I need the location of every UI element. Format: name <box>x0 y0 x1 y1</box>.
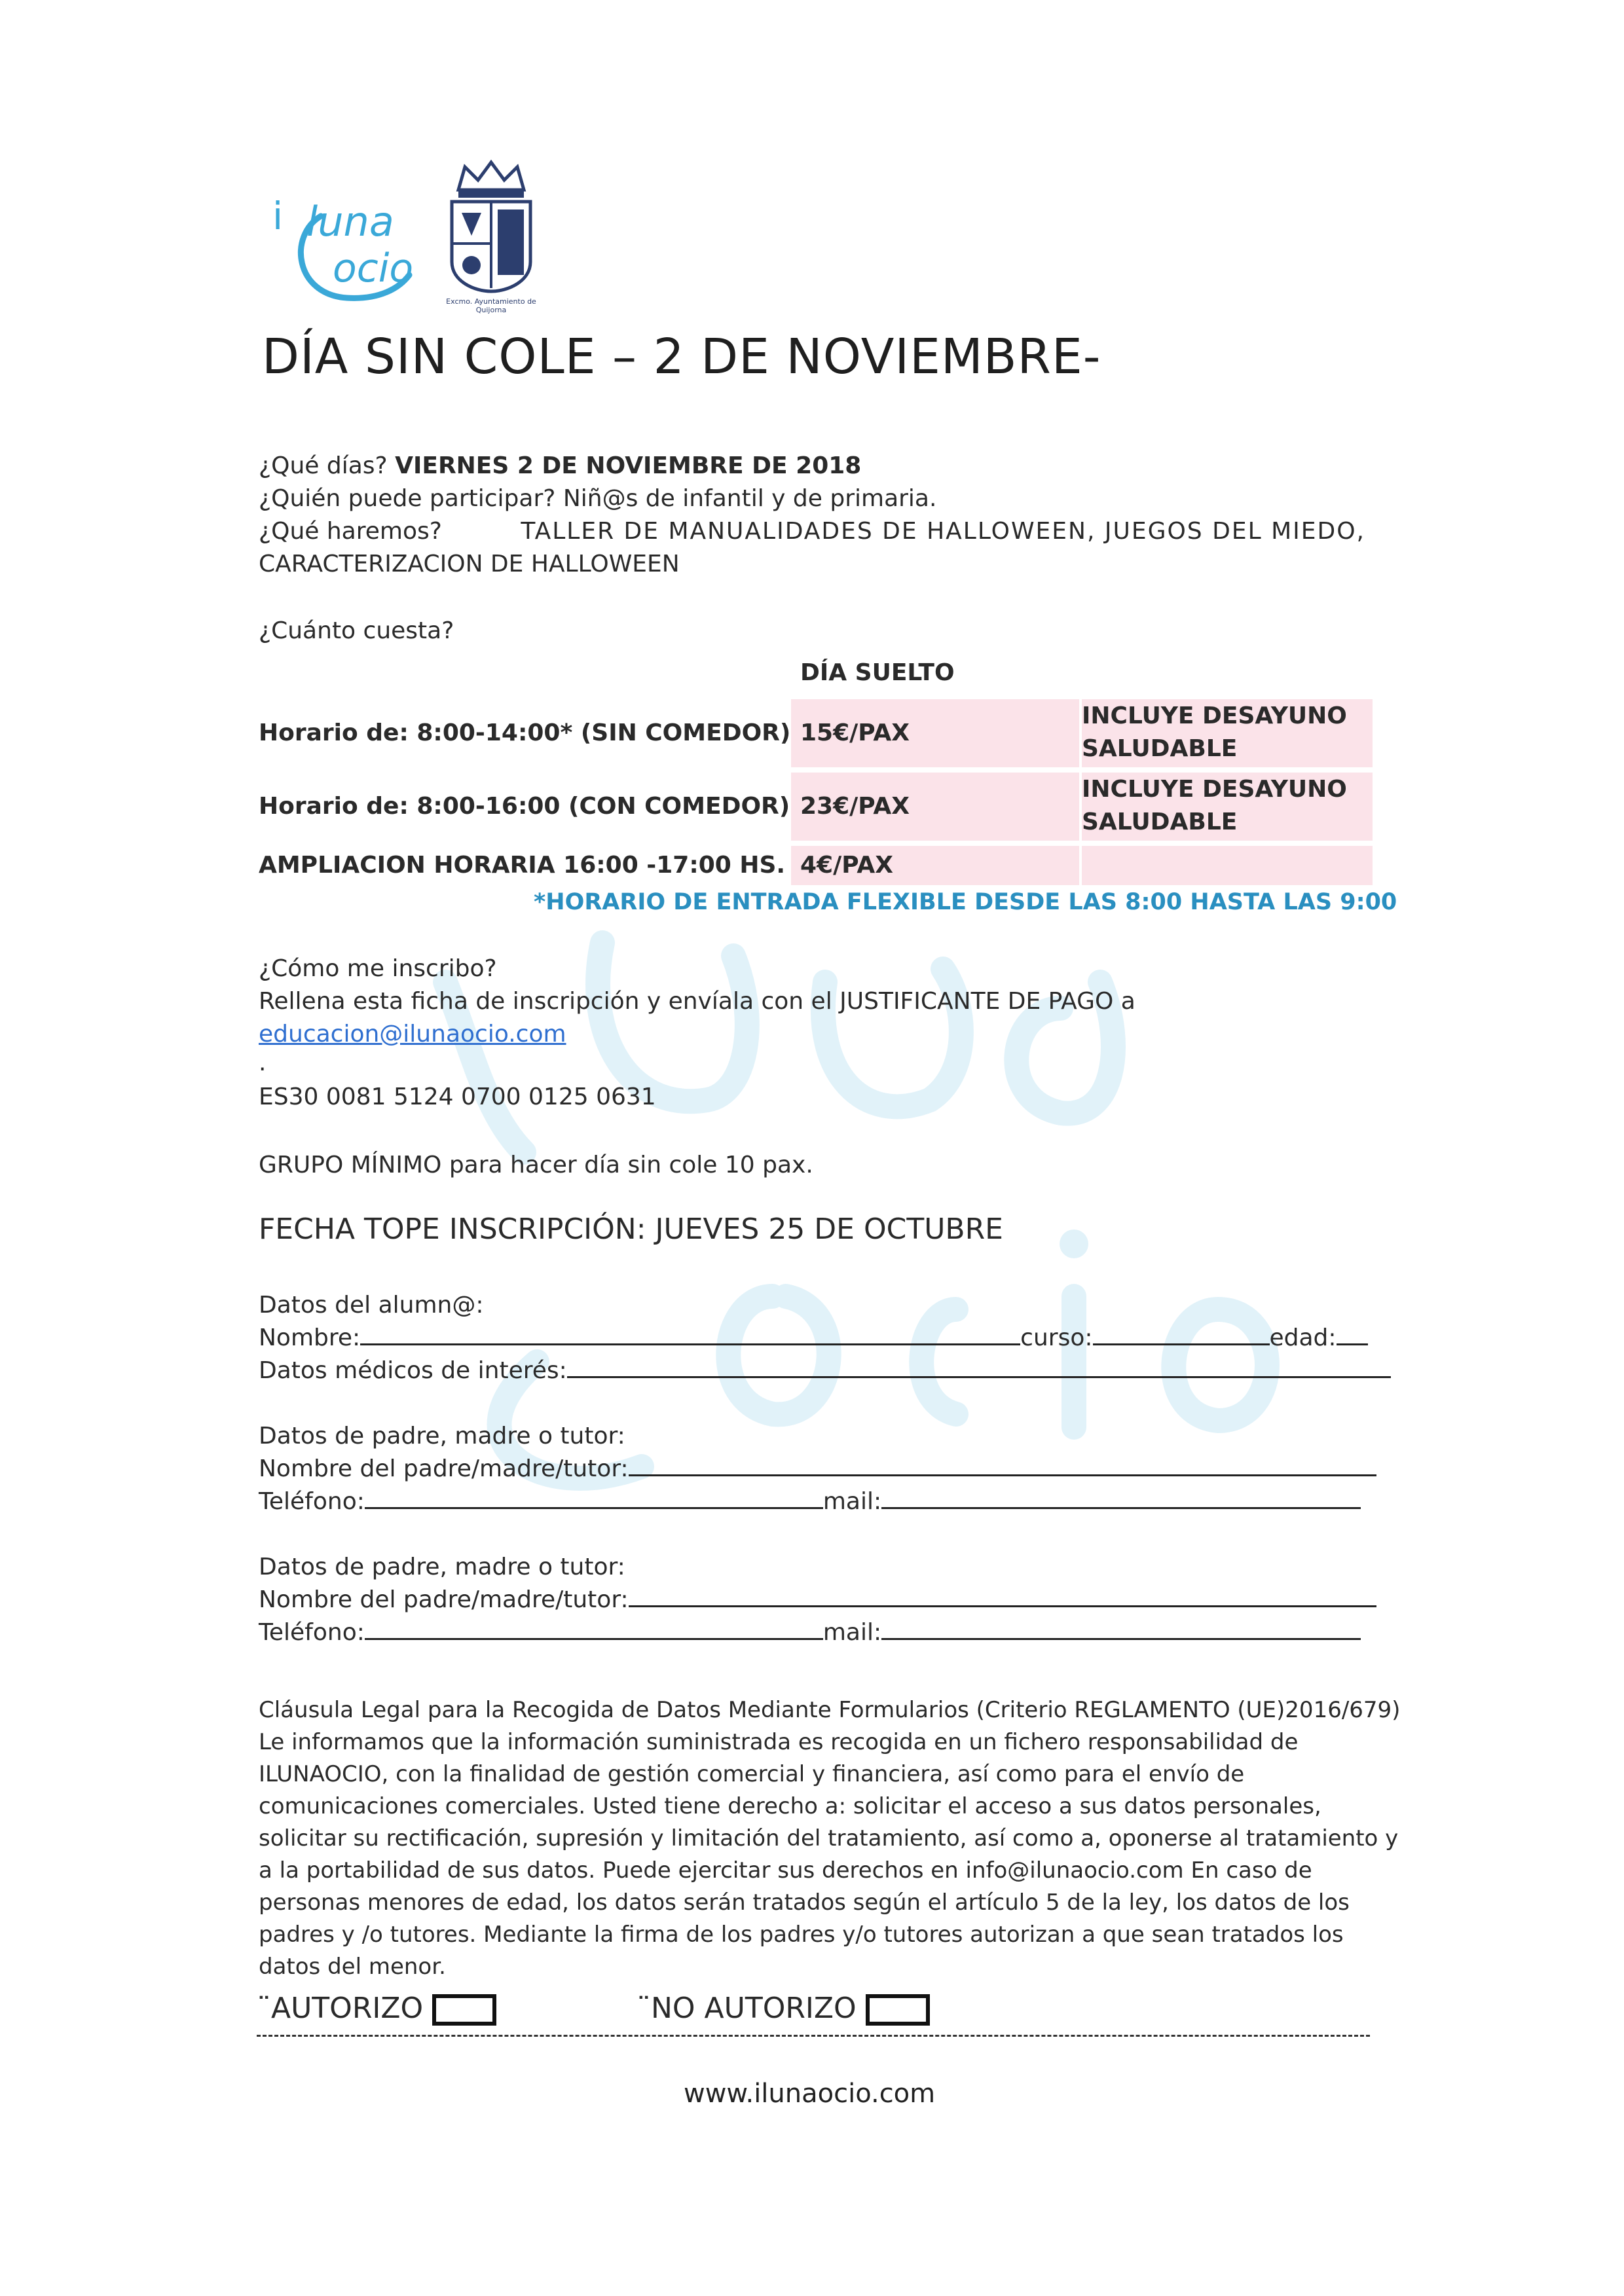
parent-1-name-label: Nombre del padre/madre/tutor: <box>259 1455 629 1482</box>
parent-1-name-field[interactable] <box>629 1455 1376 1476</box>
row-3-price: 4€/PAX <box>800 852 893 879</box>
row-1-note-2: SALUDABLE <box>1082 735 1238 762</box>
course-label: curso: <box>1020 1324 1093 1351</box>
row-3-label: AMPLIACION HORARIA 16:00 -17:00 HS. <box>259 852 786 879</box>
not-authorize-option <box>637 1990 930 2027</box>
what-answer-1: TALLER DE MANUALIDADES DE HALLOWEEN, JUEGOS DEL MIEDO, <box>521 518 1365 545</box>
parent-2-name-row <box>259 1584 1376 1616</box>
student-header: Datos del alumn@: <box>259 1292 484 1319</box>
legal-clause: Cláusula Legal para la Recogida de Datos Mediante Formularios (Criterio REGLAMENTO (UE)2016/679) Le informamos que la información suministrada es recogida en un fichero responsabilidad de ILUNAOCIO, con la finalidad de gestión comercial y financiera, así como para el envío de comunicaciones comerciales. Usted tiene derecho a: solicitar el acceso a sus datos personales, solicitar su rectificación, supresión y limitación del tratamiento, así como a, oponerse al tratamiento y a la portabilidad de sus datos. Puede ejercitar sus derechos en info@ilunaocio.com En caso de personas menores de edad, los datos serán tratados según el artículo 5 de la ley, los datos de los padres y /o tutores. Mediante la firma de los padres y/o tutores autorizan a que sean tratados los datos del menor. <box>259 1697 1401 1980</box>
course-field[interactable] <box>1093 1324 1270 1345</box>
iban: ES30 0081 5124 0700 0125 0631 <box>259 1084 656 1110</box>
parent-2-name-field[interactable] <box>629 1586 1376 1607</box>
signup-email-link[interactable]: educacion@ilunaocio.com <box>259 1021 566 1048</box>
price-column-header: DÍA SUELTO <box>800 659 955 686</box>
svg-text:luna: luna <box>306 198 394 246</box>
minimum-group: GRUPO MÍNIMO para hacer día sin cole 10 pax. <box>259 1152 813 1178</box>
cost-question: ¿Cuánto cuesta? <box>259 617 454 644</box>
crest-icon <box>442 157 540 295</box>
days-answer: VIERNES 2 DE NOVIEMBRE DE 2018 <box>395 452 862 479</box>
page-title: DÍA SIN COLE – 2 DE NOVIEMBRE- <box>262 329 1101 385</box>
who-question: ¿Quién puede participar? <box>259 485 556 512</box>
council-caption: Excmo. Ayuntamiento de Quijorna <box>446 297 536 314</box>
ilunaocio-logo-icon <box>268 177 439 308</box>
signup-question: ¿Cómo me inscribo? <box>259 955 497 982</box>
row-1-label: Horario de: 8:00-14:00* (SIN COMEDOR) <box>259 720 791 746</box>
footer-website[interactable]: www.ilunaocio.com <box>684 2079 936 2109</box>
what-answer-2: CARACTERIZACION DE HALLOWEEN <box>259 551 680 577</box>
who-line <box>259 483 936 515</box>
row-2-note-1: INCLUYE DESAYUNO <box>1082 776 1347 803</box>
signup-email-line <box>259 1019 566 1050</box>
authorize-option <box>257 1990 496 2027</box>
days-line <box>259 450 861 482</box>
name-field[interactable] <box>360 1324 1020 1345</box>
row-1-price: 15€/PAX <box>800 720 910 746</box>
authorize-label: ¨AUTORIZO <box>257 1992 424 2025</box>
medical-row <box>259 1355 1391 1387</box>
medical-field[interactable] <box>567 1357 1391 1378</box>
age-label: edad: <box>1269 1324 1337 1351</box>
row-1-note-1: INCLUYE DESAYUNO <box>1082 702 1347 729</box>
parent-1-contact-row <box>259 1486 1361 1518</box>
row-2-label: Horario de: 8:00-16:00 (CON COMEDOR) <box>259 793 790 820</box>
flexible-schedule-note: *HORARIO DE ENTRADA FLEXIBLE DESDE LAS 8:00 HASTA LAS 9:00 <box>534 889 1397 915</box>
parent-2-contact-row <box>259 1617 1361 1649</box>
medical-label: Datos médicos de interés: <box>259 1357 567 1384</box>
row-2-note-2: SALUDABLE <box>1082 809 1238 835</box>
signup-instructions: Rellena esta ficha de inscripción y envíala con el JUSTIFICANTE DE PAGO a <box>259 988 1135 1015</box>
parent-1-phone-field[interactable] <box>365 1487 823 1509</box>
age-field[interactable] <box>1337 1324 1368 1345</box>
parent-1-mail-label: mail: <box>822 1488 882 1515</box>
parent-2-header: Datos de padre, madre o tutor: <box>259 1554 625 1580</box>
parent-2-name-label: Nombre del padre/madre/tutor: <box>259 1586 629 1613</box>
parent-1-phone-label: Teléfono: <box>259 1488 365 1515</box>
dashed-divider <box>257 2035 1370 2037</box>
parent-2-mail-label: mail: <box>822 1619 882 1646</box>
what-line <box>259 516 1365 547</box>
signup-dot: . <box>259 1049 267 1076</box>
parent-1-mail-field[interactable] <box>881 1487 1361 1509</box>
not-authorize-label: ¨NO AUTORIZO <box>637 1992 857 2025</box>
student-name-row <box>259 1322 1368 1354</box>
svg-text:ocio: ocio <box>333 246 414 291</box>
not-authorize-checkbox[interactable] <box>866 1994 930 2026</box>
authorize-checkbox[interactable] <box>432 1994 496 2026</box>
deadline: FECHA TOPE INSCRIPCIÓN: JUEVES 25 DE OCTUBRE <box>259 1212 1003 1246</box>
parent-2-phone-field[interactable] <box>365 1618 823 1640</box>
parent-1-header: Datos de padre, madre o tutor: <box>259 1423 625 1449</box>
parent-1-name-row <box>259 1453 1376 1485</box>
row-2-price: 23€/PAX <box>800 793 910 820</box>
parent-2-mail-field[interactable] <box>881 1618 1361 1640</box>
name-label: Nombre: <box>259 1324 361 1351</box>
what-question: ¿Qué haremos? <box>259 518 442 545</box>
council-crest <box>442 157 540 321</box>
who-answer: Niñ@s de infantil y de primaria. <box>563 485 937 512</box>
ilunaocio-logo <box>268 177 439 308</box>
parent-2-phone-label: Teléfono: <box>259 1619 365 1646</box>
svg-text:i: i <box>272 194 284 238</box>
note-cell-3 <box>1082 846 1373 885</box>
days-question: ¿Qué días? <box>259 452 388 479</box>
